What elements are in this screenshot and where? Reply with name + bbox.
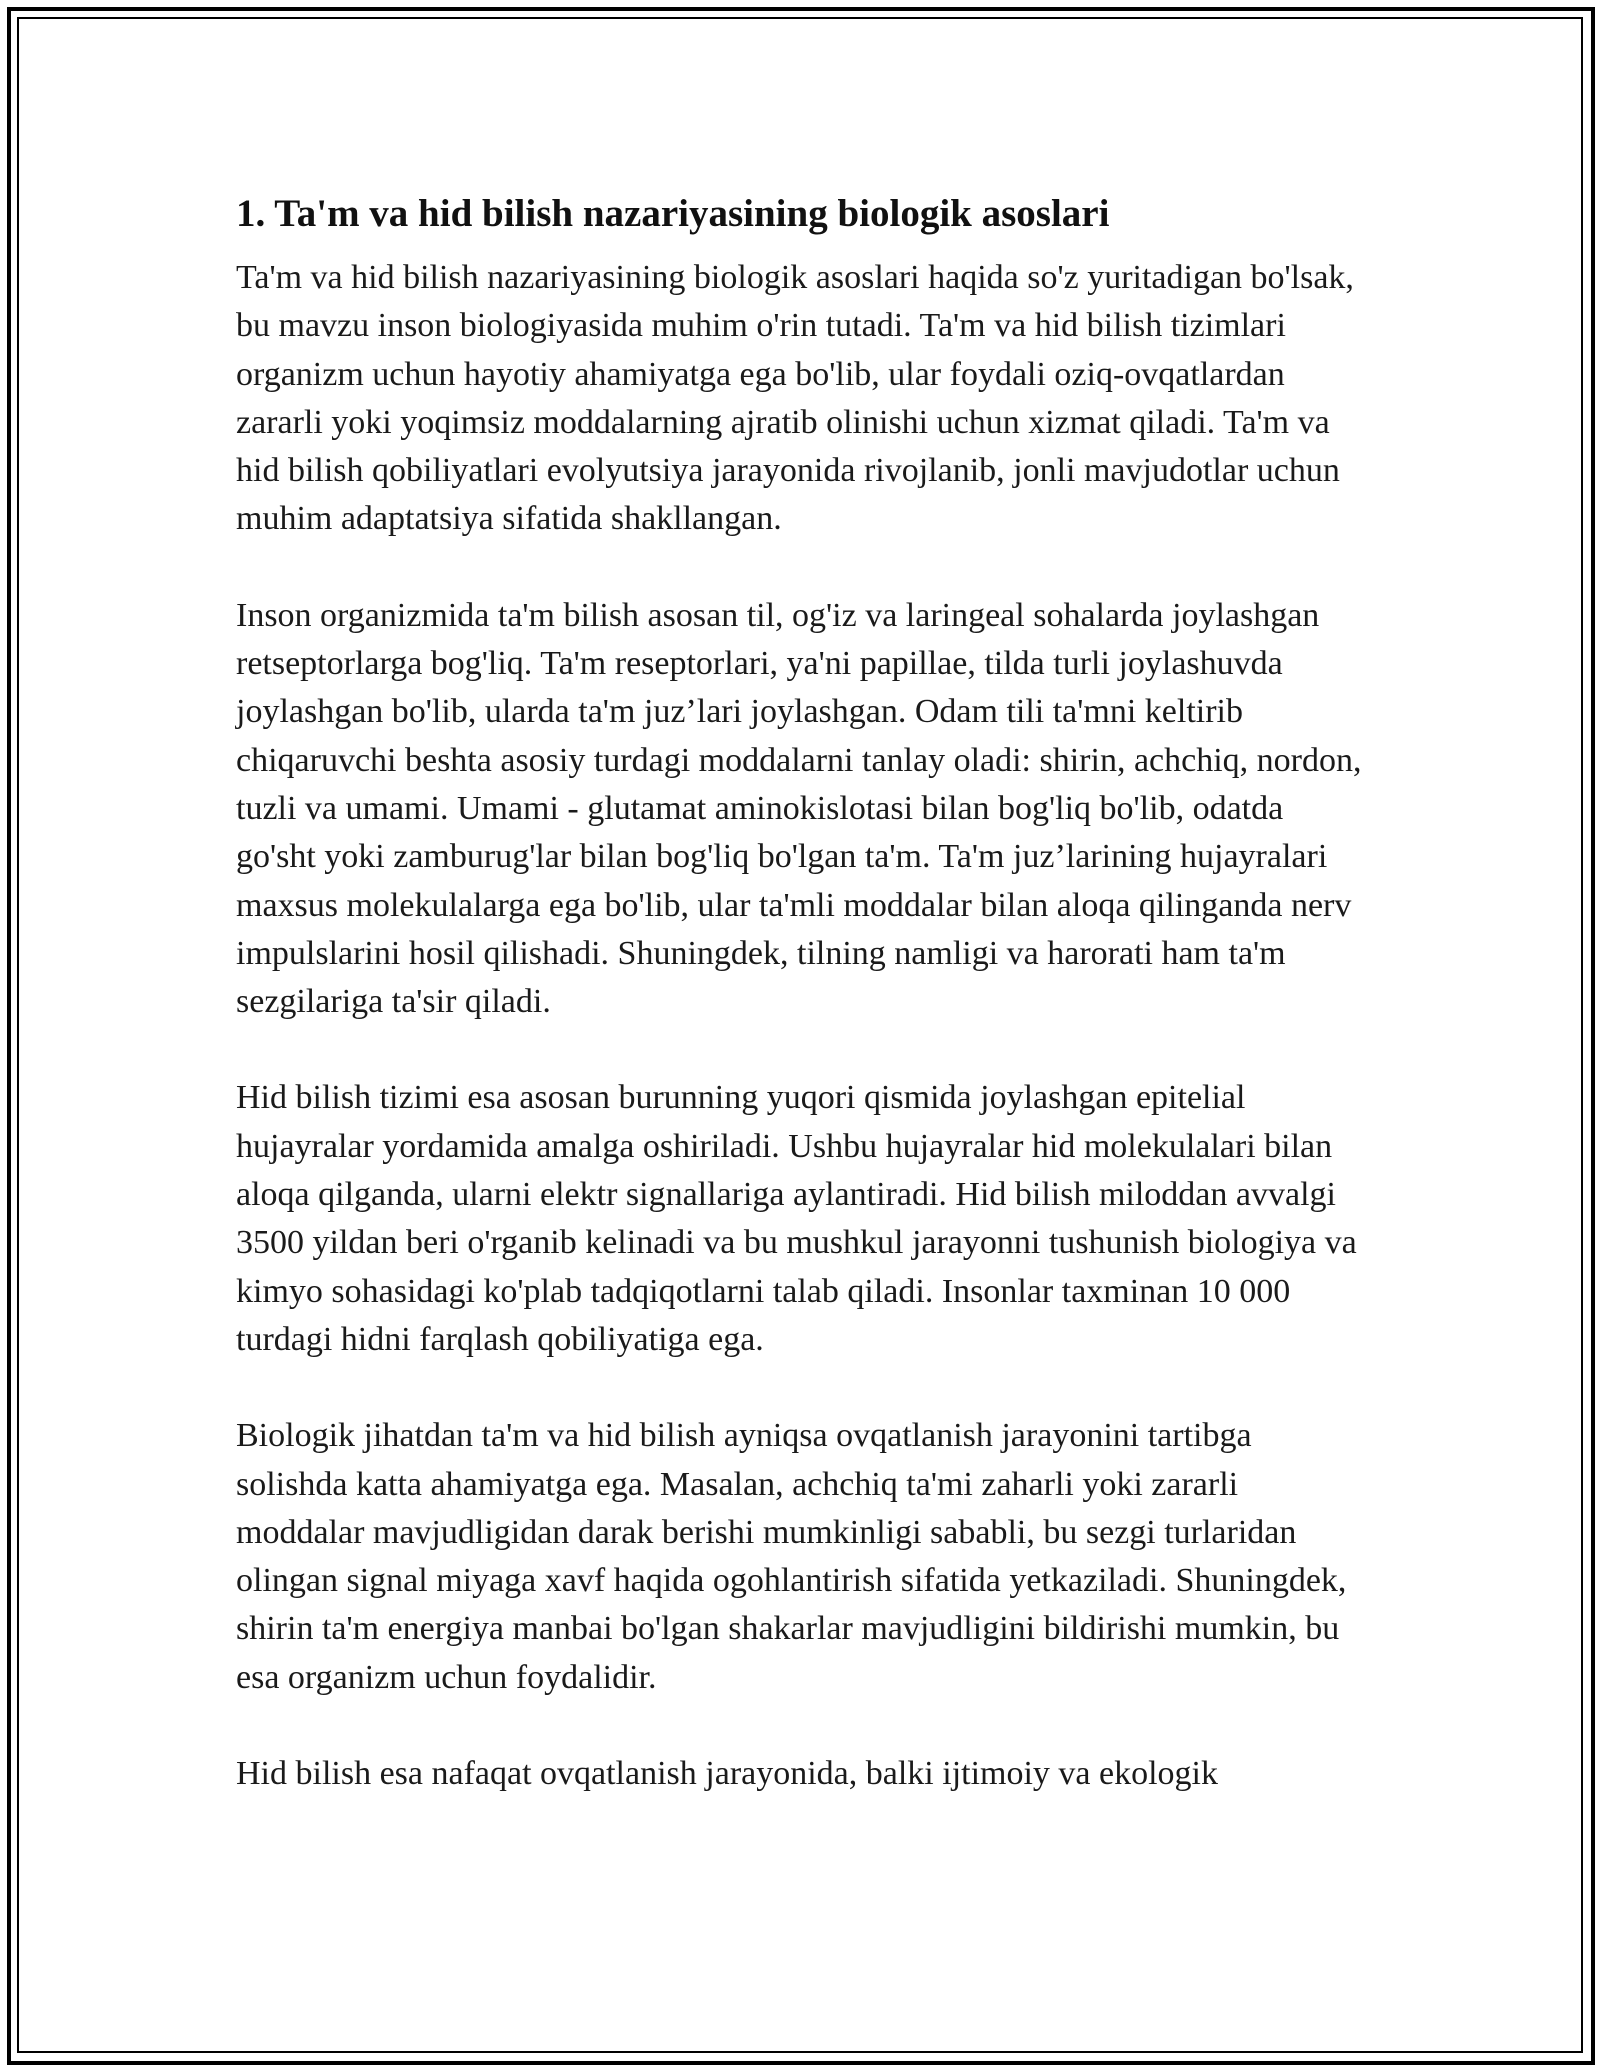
paragraph-continuation: Hid bilish esa nafaqat ovqatlanish jarayonida, balki ijtimoiy va ekologik — [236, 1755, 1218, 1793]
paragraph-smell: Hid bilish tizimi esa asosan burunning yuqori qismida joylashgan epitelial hujayralar yordamida amalga oshiriladi. Ushbu hujayralar hid molekulalari bilan aloqa qilganda, ularni elektr signallariga aylantiradi. Hid bilish miloddan avvalgi 3500 yildan beri o'rganib kelinadi va bu mushkul jarayonni tushunish biologiya va kimyo sohasidagi ko'plab tadqiqotlarni talab qiladi. Insonlar taxminan 10 000 turdagi hidni farqlash qobiliyatiga ega. — [236, 1079, 1357, 1358]
section-heading: 1. Ta'm va hid bilish nazariyasining biologik asoslari — [236, 192, 1110, 235]
paragraph-taste: Inson organizmida ta'm bilish asosan til, og'iz va laringeal sohalarda joylashgan retseptorlarga bog'liq. Ta'm reseptorlari, ya'ni papillae, tilda turli joylashuvda joylashgan bo'lib, ularda ta'm juz’lari joylashgan. Odam tili ta'mni keltirib chiqaruvchi beshta asosiy turdagi moddalarni tanlay oladi: shirin, achchiq, nordon, tuzli va umami. Umami - glutamat aminokislotasi bilan bog'liq bo'lib, odatda go'sht yoki zamburug'lar bilan bog'liq bo'lgan ta'm. Ta'm juz’larining hujayralari maxsus molekulalarga ega bo'lib, ular ta'mli moddalar bilan aloqa qilinganda nerv impulslarini hosil qilishadi. Shuningdek, tilning namligi va harorati ham ta'm sezgilariga ta'sir qiladi. — [236, 596, 1362, 1021]
paragraph-intro: Ta'm va hid bilish nazariyasining biologik asoslari haqida so'z yuritadigan bo'lsak, bu mavzu inson biologiyasida muhim o'rin tutadi. Ta'm va hid bilish tizimlari organizm uchun hayotiy ahamiyatga ega bo'lib, ular foydali oziq-ovqatlardan zararli yoki yoqimsiz moddalarning ajratib olinishi uchun xizmat qiladi. Ta'm va hid bilish qobiliyatlari evolyutsiya jarayonida rivojlanib, jonli mavjudotlar uchun muhim adaptatsiya sifatida shakllangan. — [236, 259, 1354, 538]
paragraph-biological-role: Biologik jihatdan ta'm va hid bilish ayniqsa ovqatlanish jarayonini tartibga solishda katta ahamiyatga ega. Masalan, achchiq ta'mi zaharli yoki zararli moddalar mavjudligidan darak berishi mumkinligi sababli, bu sezgi turlaridan olingan signal miyaga xavf haqida ogohlantirish sifatida yetkaziladi. Shuningdek, shirin ta'm energiya manbai bo'lgan shakarlar mavjudligini bildirishi mumkin, bu esa organizm uchun foydalidir. — [236, 1417, 1347, 1696]
document-body — [236, 188, 1366, 1846]
